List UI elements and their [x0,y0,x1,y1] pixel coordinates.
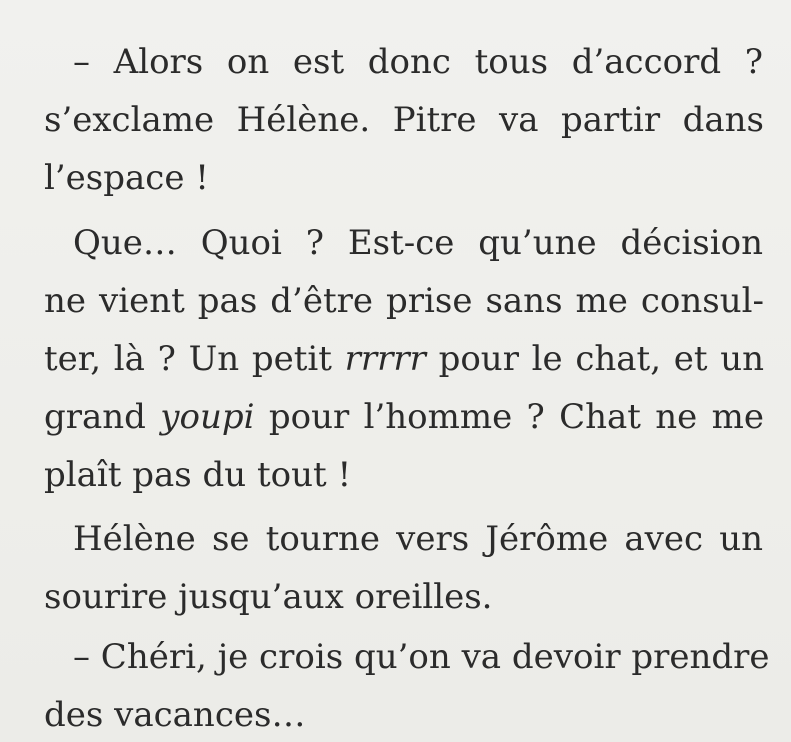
text-line-10: sourire jusqu’aux oreilles. [44,577,493,617]
text-line-2: s’exclame Hélène. Pitre va partir dans [44,100,764,140]
text-line-6-after: pour le chat, et un [425,339,764,379]
text-line-7-before: grand [44,397,161,437]
text-line-11: – Chéri, je crois qu’on va devoir prendre [73,637,770,677]
text-line-7 [44,388,764,446]
text-line-7-after: pour l’homme ? Chat ne me [254,397,764,437]
text-line-8: plaît pas du tout ! [44,455,352,495]
text-line-6 [44,330,764,388]
text-line-4: Que… Quoi ? Est-ce qu’une décision [73,223,763,263]
text-line-5: ne vient pas d’être prise sans me consul- [44,281,764,321]
text-line-6-before: ter, là ? Un petit [44,339,345,379]
text-line-3: l’espace ! [44,158,209,198]
text-line-9: Hélène se tourne vers Jérôme avec un [73,519,763,559]
text-line-12: des vacances… [44,695,306,735]
text-line-1: – Alors on est donc tous d’accord ? [73,42,763,82]
sound-word: rrrrr [344,339,426,379]
exclamation-word: youpi [160,397,255,437]
